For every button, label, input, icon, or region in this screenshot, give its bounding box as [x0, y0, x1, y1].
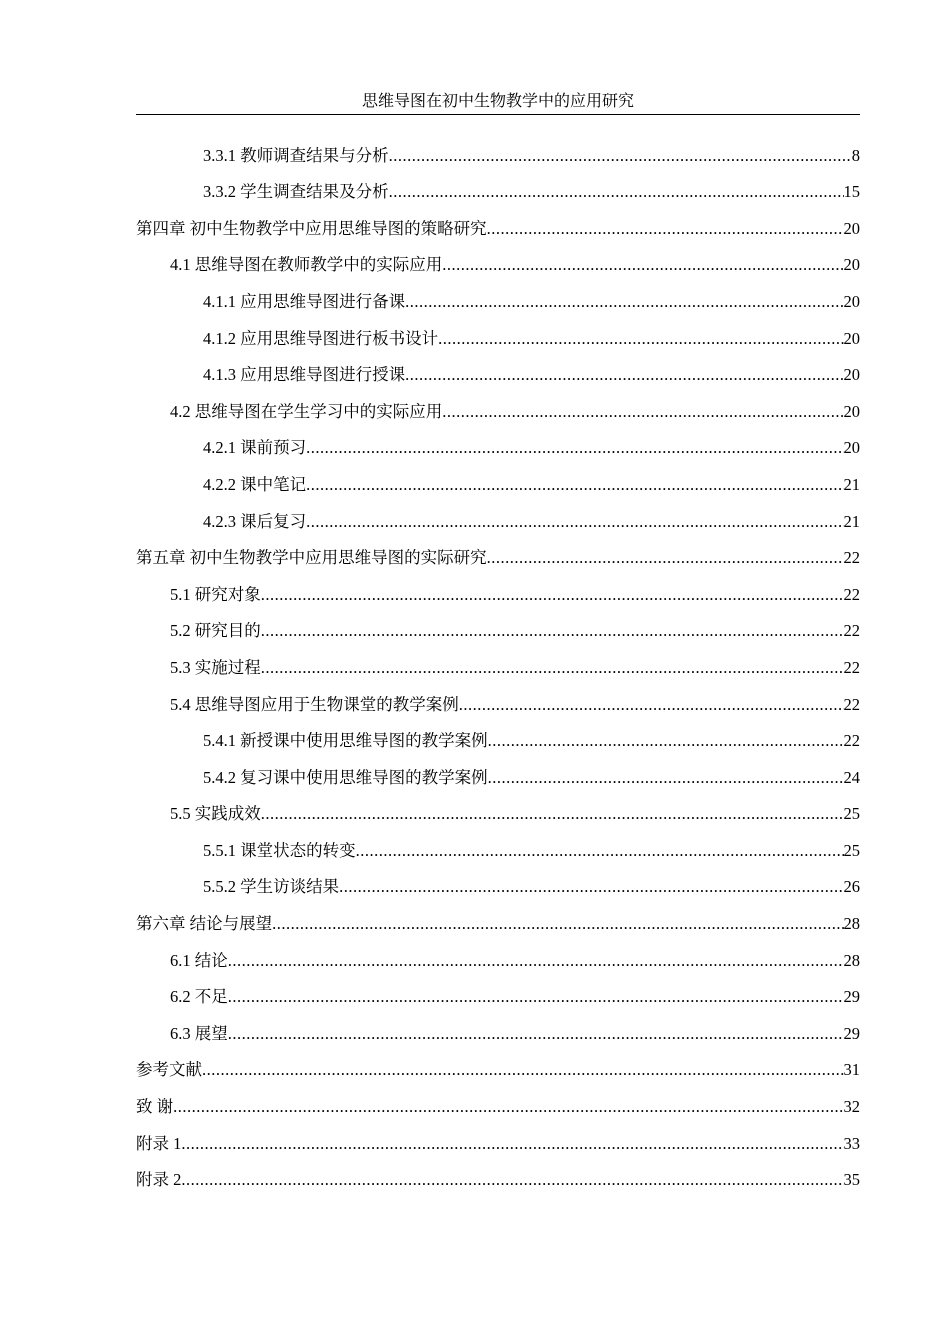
- toc-dot-leader: [488, 767, 844, 789]
- toc-entry[interactable]: [136, 499, 860, 536]
- toc-entry[interactable]: [136, 389, 860, 426]
- toc-entry-title: 5.5.1 课堂状态的转变: [203, 840, 356, 860]
- toc-entry[interactable]: [136, 279, 860, 316]
- toc-entry-title: 参考文献: [136, 1060, 202, 1080]
- toc-dot-leader: [306, 511, 843, 533]
- toc-dot-leader: [306, 437, 843, 459]
- toc-dot-leader: [487, 547, 844, 569]
- toc-dot-leader: [228, 1023, 844, 1045]
- toc-dot-leader: [405, 291, 843, 313]
- toc-entry-title: 6.3 展望: [170, 1023, 228, 1043]
- toc-page-number: 22: [843, 548, 860, 568]
- toc-entry[interactable]: [136, 170, 860, 207]
- toc-entry-title: 5.5.2 学生访谈结果: [203, 877, 340, 897]
- toc-page-number: 21: [843, 474, 860, 494]
- toc-entry-title: 4.1.3 应用思维导图进行授课: [203, 365, 406, 385]
- toc-entry[interactable]: [136, 792, 860, 829]
- running-title: 思维导图在初中生物教学中的应用研究: [361, 93, 634, 110]
- toc-entry-title: 附录 2: [136, 1170, 182, 1190]
- toc-entry[interactable]: [136, 828, 860, 865]
- toc-entry-title: 4.1.2 应用思维导图进行板书设计: [203, 328, 439, 348]
- toc-dot-leader: [442, 254, 843, 276]
- toc-entry-title: 第五章 初中生物教学中应用思维导图的实际研究: [136, 548, 487, 568]
- toc-entry[interactable]: [136, 682, 860, 719]
- toc-page-number: 20: [843, 328, 860, 348]
- toc-entry[interactable]: [136, 975, 860, 1012]
- toc-dot-leader: [228, 986, 844, 1008]
- toc-entry[interactable]: [136, 755, 860, 792]
- toc-dot-leader: [272, 913, 843, 935]
- toc-entry-title: 5.4.1 新授课中使用思维导图的教学案例: [203, 731, 488, 751]
- toc-dot-leader: [405, 364, 843, 386]
- toc-entry-title: 5.3 实施过程: [170, 657, 261, 677]
- toc-page-number: 22: [843, 657, 860, 677]
- toc-dot-leader: [488, 730, 844, 752]
- toc-entry-title: 5.4 思维导图应用于生物课堂的教学案例: [170, 694, 459, 714]
- toc-entry-title: 5.2 研究目的: [170, 621, 261, 641]
- toc-dot-leader: [306, 474, 843, 496]
- toc-page-number: 29: [843, 987, 860, 1007]
- toc-dot-leader: [202, 1059, 844, 1081]
- toc-page-number: 32: [843, 1097, 860, 1117]
- toc-entry[interactable]: [136, 609, 860, 646]
- toc-entry[interactable]: [136, 426, 860, 463]
- toc-page-number: 20: [843, 401, 860, 421]
- toc-dot-leader: [438, 328, 843, 350]
- toc-page-number: 33: [843, 1133, 860, 1153]
- toc-dot-leader: [181, 1169, 843, 1191]
- toc-page-number: 25: [843, 840, 860, 860]
- toc-page-number: 26: [843, 877, 860, 897]
- table-of-contents: [136, 133, 860, 1194]
- toc-entry[interactable]: [136, 316, 860, 353]
- toc-entry[interactable]: [136, 865, 860, 902]
- toc-page-number: 24: [843, 767, 860, 787]
- toc-dot-leader: [261, 657, 844, 679]
- toc-page-number: 20: [843, 438, 860, 458]
- toc-entry[interactable]: [136, 536, 860, 573]
- toc-page-number: 25: [843, 804, 860, 824]
- toc-dot-leader: [389, 145, 852, 167]
- toc-entry[interactable]: [136, 901, 860, 938]
- toc-entry[interactable]: [136, 462, 860, 499]
- toc-page-number: 28: [843, 914, 860, 934]
- toc-page-number: 35: [843, 1170, 860, 1190]
- toc-entry[interactable]: [136, 1048, 860, 1085]
- toc-entry-title: 4.2.1 课前预习: [203, 438, 307, 458]
- toc-entry[interactable]: [136, 1158, 860, 1195]
- toc-dot-leader: [173, 1096, 843, 1118]
- toc-entry-title: 5.5 实践成效: [170, 804, 261, 824]
- toc-entry[interactable]: [136, 1084, 860, 1121]
- toc-entry-title: 4.1 思维导图在教师教学中的实际应用: [170, 255, 443, 275]
- toc-entry-title: 3.3.1 教师调查结果与分析: [203, 145, 389, 165]
- toc-page-number: 20: [843, 255, 860, 275]
- toc-page-number: 22: [843, 584, 860, 604]
- toc-entry[interactable]: [136, 572, 860, 609]
- toc-dot-leader: [228, 950, 844, 972]
- toc-dot-leader: [181, 1133, 843, 1155]
- toc-dot-leader: [261, 803, 844, 825]
- toc-entry[interactable]: [136, 719, 860, 756]
- toc-entry-title: 6.2 不足: [170, 987, 228, 1007]
- toc-page-number: 8: [851, 145, 860, 165]
- toc-page-number: 22: [843, 731, 860, 751]
- toc-entry-title: 6.1 结论: [170, 950, 228, 970]
- toc-entry[interactable]: [136, 645, 860, 682]
- toc-dot-leader: [261, 620, 844, 642]
- toc-dot-leader: [356, 840, 844, 862]
- toc-page-number: 22: [843, 621, 860, 641]
- toc-entry-title: 致 谢: [136, 1097, 174, 1117]
- toc-entry-title: 3.3.2 学生调查结果及分析: [203, 182, 389, 202]
- toc-entry-title: 5.4.2 复习课中使用思维导图的教学案例: [203, 767, 488, 787]
- toc-dot-leader: [389, 181, 844, 203]
- toc-page-number: 22: [843, 694, 860, 714]
- toc-entry[interactable]: [136, 938, 860, 975]
- toc-dot-leader: [442, 401, 843, 423]
- toc-entry-title: 5.1 研究对象: [170, 584, 261, 604]
- toc-entry-title: 4.2.2 课中笔记: [203, 474, 307, 494]
- toc-entry[interactable]: [136, 243, 860, 280]
- toc-page-number: 20: [843, 291, 860, 311]
- toc-page-number: 21: [843, 511, 860, 531]
- toc-entry[interactable]: [136, 206, 860, 243]
- toc-entry[interactable]: [136, 1011, 860, 1048]
- toc-entry[interactable]: [136, 353, 860, 390]
- toc-entry[interactable]: [136, 133, 860, 170]
- toc-dot-leader: [261, 584, 844, 606]
- toc-page-number: 20: [843, 218, 860, 238]
- toc-entry-title: 4.2 思维导图在学生学习中的实际应用: [170, 401, 443, 421]
- toc-dot-leader: [487, 218, 844, 240]
- toc-dot-leader: [339, 876, 843, 898]
- toc-entry-title: 4.1.1 应用思维导图进行备课: [203, 291, 406, 311]
- toc-entry[interactable]: [136, 1121, 860, 1158]
- page-header: [136, 90, 860, 115]
- toc-entry-title: 4.2.3 课后复习: [203, 511, 307, 531]
- toc-entry-title: 附录 1: [136, 1133, 182, 1153]
- toc-page-number: 29: [843, 1023, 860, 1043]
- toc-entry-title: 第四章 初中生物教学中应用思维导图的策略研究: [136, 218, 487, 238]
- toc-page-number: 20: [843, 365, 860, 385]
- toc-page-number: 28: [843, 950, 860, 970]
- toc-page-number: 31: [843, 1060, 860, 1080]
- toc-page-number: 15: [843, 182, 860, 202]
- toc-entry-title: 第六章 结论与展望: [136, 914, 273, 934]
- toc-dot-leader: [459, 694, 844, 716]
